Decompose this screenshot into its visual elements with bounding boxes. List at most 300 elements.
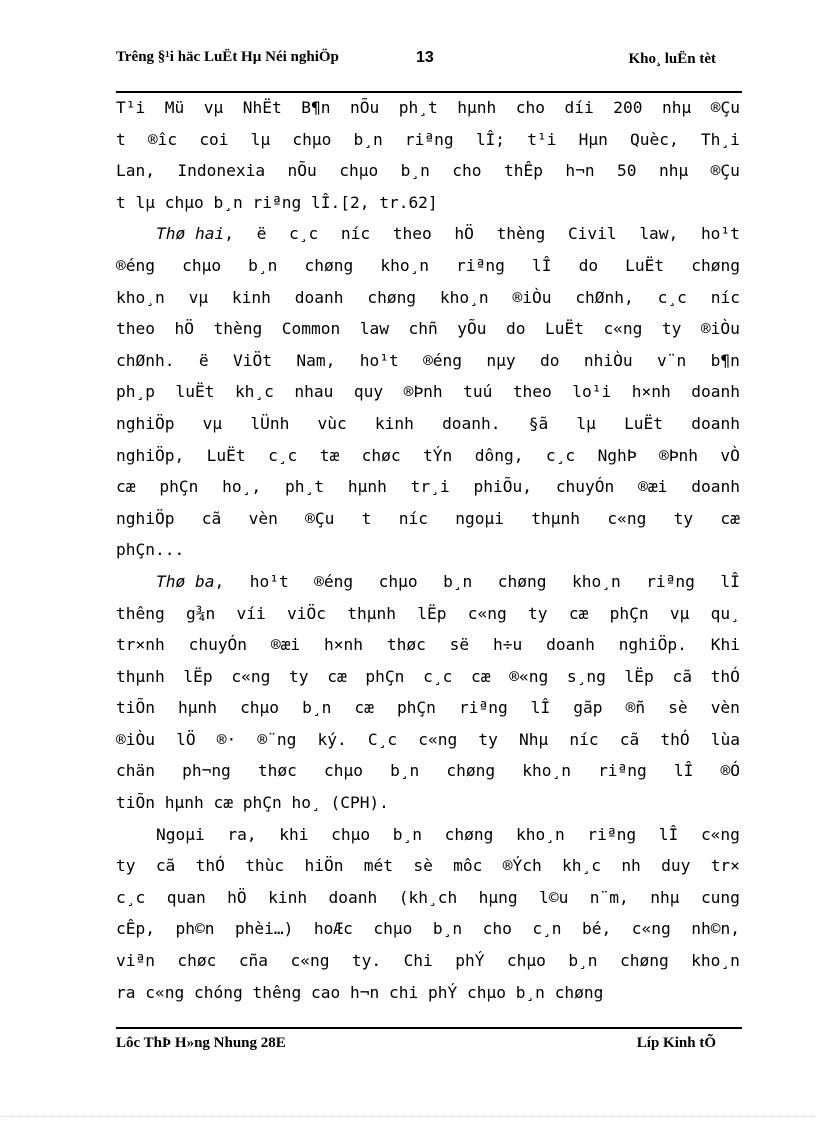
word: môc — [453, 856, 483, 876]
word: Quèc, — [630, 129, 679, 149]
word: phÇn — [242, 793, 282, 813]
word: chñ — [408, 319, 438, 339]
word: thêng — [116, 603, 165, 623]
word: sè — [413, 856, 433, 876]
word: vèn — [248, 508, 278, 528]
word: s¸ng — [566, 666, 606, 686]
word: lËp — [183, 666, 213, 686]
word: ë — [256, 224, 267, 244]
text-line — [116, 977, 740, 1009]
word: NghÞ — [597, 445, 637, 465]
word: Nam, — [296, 350, 336, 370]
word: (CPH). — [330, 793, 389, 813]
word: c«ng — [467, 603, 507, 623]
word: mét — [363, 856, 394, 876]
word: c«ng — [607, 508, 647, 528]
word: c«ng — [145, 982, 185, 1002]
word: tr×nh — [116, 635, 165, 655]
word: Civil — [567, 224, 617, 244]
word: nh©n, — [691, 919, 740, 939]
text-line — [116, 692, 740, 724]
word: c«ng — [290, 951, 330, 971]
word: n¨m, — [589, 887, 629, 907]
word: l©u — [539, 887, 569, 907]
word: hµnh — [178, 698, 218, 718]
word: cho — [452, 161, 482, 181]
word: thÓ — [710, 666, 740, 686]
word: ®éng — [423, 350, 463, 370]
word: nÕu — [349, 98, 380, 117]
word: chµo — [240, 698, 280, 718]
word: tæ — [319, 445, 340, 465]
text-line — [116, 882, 740, 914]
word: kho¸n — [380, 255, 430, 275]
word: chøng — [691, 255, 740, 275]
word: chµo — [506, 951, 546, 971]
word: doanh — [691, 382, 740, 402]
text-line — [116, 598, 740, 630]
word: kho¸n — [571, 571, 621, 591]
word: luËt — [175, 382, 215, 402]
word: lÎ — [720, 571, 740, 591]
text-line — [116, 282, 740, 314]
word: g¾n — [186, 603, 216, 623]
word: viÖc — [287, 603, 327, 623]
word: hÖ — [174, 319, 194, 339]
word: c¸n — [532, 919, 562, 939]
word: do — [505, 319, 526, 339]
word: nhµ — [661, 98, 692, 117]
word: chøng — [304, 255, 354, 275]
word: ký. — [317, 729, 347, 749]
word: doanh — [546, 635, 595, 655]
word: ®éng — [116, 255, 155, 275]
word: LuËt — [544, 319, 584, 339]
word: lÎ — [531, 255, 552, 275]
page-edge — [0, 1116, 816, 1117]
text-line — [116, 503, 740, 535]
word: b¶n — [710, 350, 740, 370]
word: nhµ — [658, 161, 689, 181]
text-line — [116, 376, 740, 408]
word: b¸n — [443, 571, 473, 591]
word: Lan, — [116, 161, 155, 181]
footer-author: Lôc ThÞ H»ng Nhung 28E — [116, 1035, 286, 1051]
word: chµo — [323, 761, 363, 781]
word: ph¸t — [285, 477, 324, 497]
text-line — [116, 155, 740, 187]
word: chøng — [444, 824, 494, 844]
word: ®æi — [638, 477, 668, 497]
word: tÝn — [423, 445, 453, 465]
word: hµng — [478, 887, 518, 907]
word: duy — [661, 856, 691, 876]
word: lËp — [417, 603, 447, 623]
word: phÇn — [159, 477, 199, 497]
word: v¨n — [657, 350, 687, 370]
word: viªn — [116, 951, 155, 971]
text-line — [116, 218, 740, 250]
word: thµnh — [347, 603, 397, 623]
word: ®ñ — [625, 698, 646, 718]
word: ty. — [351, 951, 382, 971]
header-thesis-label: Kho¸ luËn tèt — [628, 51, 716, 67]
word: B¶n — [301, 98, 331, 117]
word: ph¬ng — [182, 761, 231, 781]
text-line — [116, 534, 740, 566]
word: ®æi — [270, 635, 301, 655]
word: doanh — [691, 413, 740, 433]
word: lÎ — [673, 761, 694, 781]
word: phÝ — [455, 951, 485, 971]
word: c¸c — [116, 887, 146, 907]
word: cæ — [720, 508, 740, 528]
word: Khi — [710, 635, 740, 655]
text-line — [116, 661, 740, 693]
word: tr× — [710, 856, 740, 876]
word: chøng — [446, 761, 496, 781]
word: nÕu — [287, 161, 317, 181]
word: chµo — [331, 824, 371, 844]
word: ra — [116, 982, 136, 1002]
word: kh¸c — [562, 856, 601, 876]
word: níc — [340, 224, 371, 244]
word: ®Ých — [502, 856, 542, 876]
word: níc — [710, 287, 740, 307]
word: b¸n — [392, 824, 423, 844]
word: b¸n — [213, 192, 243, 212]
word: Nhµ — [518, 729, 549, 749]
word: ty — [289, 666, 309, 686]
word: Common — [281, 319, 341, 339]
word: chi — [388, 982, 419, 1002]
word: sè — [668, 698, 688, 718]
word: ®iÒu — [512, 287, 552, 307]
word: c«ng — [631, 919, 671, 939]
text-line — [116, 345, 740, 377]
word: chøng — [497, 571, 547, 591]
word: bé, — [582, 919, 612, 939]
word: tr.62] — [379, 192, 438, 212]
word: lËp — [624, 666, 654, 686]
word: ho¹t — [700, 224, 740, 244]
word: h×nh — [631, 382, 671, 402]
text-line — [116, 755, 740, 787]
word: 50 — [617, 161, 637, 181]
word: chµo — [373, 919, 413, 939]
word: ®éng — [314, 571, 354, 591]
word: lo¹i — [572, 382, 612, 402]
text-line — [116, 408, 740, 440]
text-line — [116, 471, 740, 503]
word: ho¸, — [222, 477, 262, 497]
word: b¸n — [515, 982, 545, 1002]
word: riªng — [458, 698, 508, 718]
word: nh — [621, 856, 641, 876]
word: ®iÒu — [116, 729, 155, 749]
word: b¸n — [302, 698, 332, 718]
word: cã — [155, 856, 176, 876]
word: vèn — [710, 698, 740, 718]
paragraph-lead: Thø hai — [156, 224, 225, 244]
word: thµnh — [116, 666, 165, 686]
word: phèi…) — [234, 919, 294, 939]
word: C¸c — [367, 729, 398, 749]
word: kinh — [268, 887, 308, 907]
word: ®Ó — [720, 761, 740, 781]
word: doanh — [294, 287, 344, 307]
word: thêng — [252, 982, 302, 1002]
word: ®Çu — [710, 161, 740, 181]
word: vµ — [203, 98, 224, 117]
word: nhau — [294, 382, 334, 402]
word: c¸c — [423, 666, 453, 686]
word: NhËt — [242, 98, 282, 117]
word: thÓ — [660, 729, 690, 749]
word: ®«ng — [509, 666, 549, 686]
word: kho¸n — [516, 824, 565, 844]
word: t — [116, 129, 126, 149]
word: thøc — [257, 761, 297, 781]
word: lµ — [250, 129, 271, 149]
word: kho¸n — [522, 761, 571, 781]
word: LuËt — [206, 445, 246, 465]
word: cho — [515, 98, 545, 117]
word: c«ng — [700, 824, 740, 844]
word: ho¹t — [359, 350, 399, 370]
word: ra, — [227, 824, 257, 844]
word: ty — [116, 856, 136, 876]
word: b¸n — [568, 951, 598, 971]
word: T¹i — [116, 98, 146, 117]
header-university: Trêng §¹i häc LuËt Hµ Néi nghiÖp — [116, 49, 339, 65]
word: nµy — [486, 350, 516, 370]
word: cæ — [116, 477, 136, 497]
word: c«ng — [603, 319, 643, 339]
word: cã — [619, 729, 640, 749]
word: lÎ — [658, 824, 679, 844]
word: vµ — [669, 603, 690, 623]
word: riªng — [252, 192, 302, 212]
word: coi — [199, 129, 229, 149]
word: lÖ — [176, 729, 196, 749]
word: vÒ — [720, 445, 740, 465]
footer-rule — [116, 1027, 742, 1029]
body-text — [116, 92, 740, 1008]
word: chµo — [292, 129, 332, 149]
word: ®iÒu — [700, 319, 740, 339]
word: ®¨ng — [257, 729, 297, 749]
word: gãp — [573, 698, 603, 718]
text-line — [116, 124, 740, 156]
word: t — [361, 508, 372, 528]
word: chµo — [466, 982, 506, 1002]
text-line — [116, 92, 740, 124]
word: riªng — [404, 129, 454, 149]
word: quan — [166, 887, 206, 907]
page-number: 13 — [416, 49, 434, 66]
word: chµo — [378, 571, 418, 591]
word: §ã — [528, 413, 549, 433]
word: cæ — [568, 603, 589, 623]
word: cæ — [327, 666, 347, 686]
word: phiÕu, — [473, 477, 532, 497]
word: kinh — [374, 413, 414, 433]
word: c¸c — [545, 445, 576, 465]
word: chØnh, — [575, 287, 634, 307]
word: ®Þnh — [403, 382, 443, 402]
word: tiÕn — [116, 793, 155, 813]
word: theo — [116, 319, 155, 339]
text-line — [116, 913, 740, 945]
word: chøc — [361, 445, 401, 465]
word: Thø ba, — [156, 571, 225, 591]
word: níc — [398, 508, 428, 528]
word: hoÆc — [313, 919, 353, 939]
word: b¸n — [400, 161, 430, 181]
word: kh¸c — [234, 382, 274, 402]
word: nhµ — [650, 887, 680, 907]
text-line — [116, 629, 740, 661]
word: riªng — [646, 571, 695, 591]
word: ®Çu — [710, 98, 740, 117]
word: b¸n — [390, 761, 420, 781]
word: cæ — [471, 666, 491, 686]
word: cña — [238, 951, 269, 971]
word: cã — [201, 508, 222, 528]
word: ®îc — [147, 129, 178, 149]
text-line — [116, 187, 740, 219]
word: Th¸i — [700, 129, 740, 149]
word: nghiÖp. — [618, 635, 687, 655]
paragraph-lead: Thø ba — [156, 571, 215, 591]
word: riªng — [598, 761, 647, 781]
word: b¸n — [432, 919, 463, 939]
page-footer — [116, 1034, 740, 1078]
word: c«ng — [418, 729, 458, 749]
text-line — [116, 819, 740, 851]
word: lÎ.[2, — [310, 192, 370, 212]
word: hµnh — [347, 477, 387, 497]
word: ®Çu — [305, 508, 335, 528]
word: thøc — [386, 635, 426, 655]
word: theo — [392, 224, 432, 244]
word: lÎ; — [475, 129, 506, 149]
word: cao — [310, 982, 341, 1002]
word: lùa — [710, 729, 740, 749]
word: c¸c — [657, 287, 687, 307]
word: h×nh — [324, 635, 363, 655]
word: ngoµi — [455, 508, 504, 528]
word: Thø hai, — [156, 224, 234, 244]
word: ty — [661, 319, 682, 339]
word: chøng — [554, 982, 604, 1002]
word: chän — [116, 761, 155, 781]
word: nghiÖp, — [116, 445, 185, 465]
word: quy — [353, 382, 384, 402]
word: díi — [564, 98, 594, 117]
page-header — [116, 48, 740, 90]
word: chøc — [177, 951, 217, 971]
word: cæ — [354, 698, 374, 718]
word: doanh — [691, 477, 740, 497]
text-line — [116, 850, 740, 882]
word: ®· — [216, 729, 237, 749]
word: chØnh. — [116, 350, 175, 370]
word: hÖ — [227, 887, 247, 907]
word: chuyÓn — [555, 477, 615, 497]
word: vùc — [317, 413, 347, 433]
word: riªng — [587, 824, 637, 844]
word: thÓ — [195, 856, 225, 876]
word: hÖ — [454, 224, 474, 244]
word: thèng — [496, 224, 546, 244]
footer-class: Líp Kinh tÕ — [636, 1035, 716, 1051]
text-line — [116, 440, 740, 472]
word: Indonexia — [177, 161, 266, 181]
word: lÜnh — [250, 413, 290, 433]
text-line — [116, 566, 740, 598]
word: vµ — [202, 413, 223, 433]
word: kho¸n — [116, 287, 165, 307]
word: b¸n — [353, 129, 383, 149]
word: chøng — [367, 287, 417, 307]
text-line — [116, 945, 740, 977]
word: t¹i — [527, 129, 557, 149]
word: c¸c — [289, 224, 319, 244]
word: thùc — [245, 856, 285, 876]
word: ®Þnh — [658, 445, 698, 465]
word: Ngoµi — [156, 824, 205, 844]
word: kho¸n — [439, 287, 489, 307]
word: ty — [673, 508, 694, 528]
word: tiÕn — [116, 698, 155, 718]
word: ho¹t — [249, 571, 289, 591]
word: vµ — [188, 287, 209, 307]
word: 200 — [613, 98, 643, 117]
word: chóng — [193, 982, 243, 1002]
word: phÇn — [609, 603, 649, 623]
word: dông, — [474, 445, 524, 465]
word: h¬n — [565, 161, 595, 181]
word: c¸c — [268, 445, 298, 465]
word: riªng — [456, 255, 505, 275]
word: nhiÒu — [583, 350, 633, 370]
word: t — [116, 192, 126, 212]
word: nghiÖp — [116, 413, 175, 433]
word: cÊp, — [116, 919, 155, 939]
word: thÊp — [503, 161, 543, 181]
word: Mü — [164, 98, 185, 117]
word: doanh — [328, 887, 378, 907]
text-line — [116, 787, 740, 819]
word: phÝ — [427, 982, 458, 1002]
word: ë — [198, 350, 209, 370]
word: tr¸i — [410, 477, 450, 497]
word: cæ — [213, 793, 233, 813]
word: qu¸ — [710, 603, 740, 623]
word: ho¸ — [291, 793, 321, 813]
word: níc — [569, 729, 599, 749]
text-line — [116, 313, 740, 345]
word: hiÖn — [304, 856, 344, 876]
word: kinh — [231, 287, 271, 307]
word: ph¸t — [398, 98, 438, 117]
text-line — [116, 724, 740, 756]
word: Chi — [403, 951, 433, 971]
word: do — [578, 255, 599, 275]
word: chµo — [339, 161, 379, 181]
